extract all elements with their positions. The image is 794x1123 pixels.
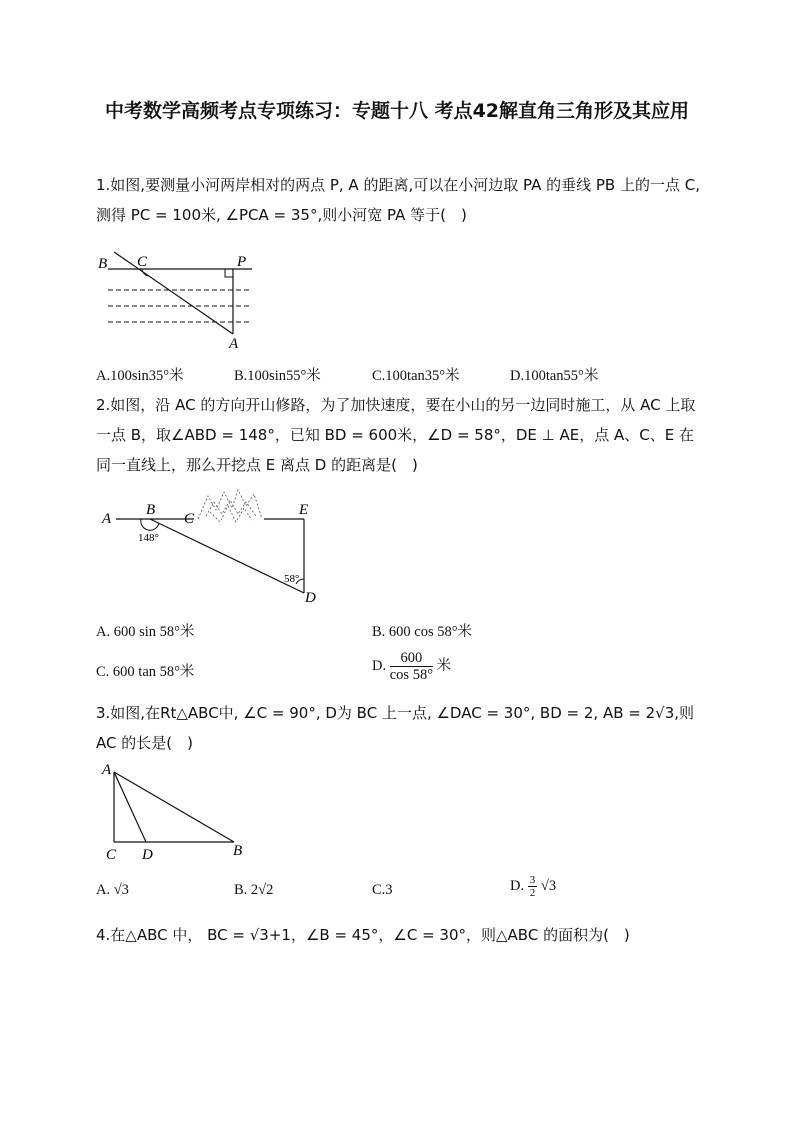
q3-option-d-numerator: 3: [529, 874, 536, 886]
q2-label-a: A: [102, 511, 112, 527]
q1-label-c: C: [137, 254, 148, 270]
q3-label-d: D: [142, 847, 153, 863]
question-2-text: 2.如图，沿 AC 的方向开山修路，为了加快速度，要在小山的另一边同时施工，从 AC 上取一点 B，取∠ABD = 148°，已知 BD = 600米，∠D = 58°，DE ⊥ AE，点 A、C、E 在同一直线上，那么开挖点 E 离点 D 的距离是( ): [96, 396, 696, 474]
q2-option-d-prefix: D.: [372, 657, 387, 674]
q3-option-d-suffix: √3: [540, 877, 557, 894]
q3-label-b: B: [233, 843, 243, 859]
q3-option-d-fraction: [528, 874, 538, 899]
question-4-text: 4.在△ABC 中， BC = √3+1，∠B = 45°，∠C = 30°，则△ABC 的面积为( ): [96, 926, 630, 944]
question-2-figure: [96, 486, 332, 608]
mountain-icon: [198, 490, 262, 522]
q2-option-d-denominator: cos 58°: [389, 667, 433, 683]
q1-label-a: A: [229, 336, 239, 352]
q2-option-d[interactable]: [372, 650, 451, 683]
q2-option-a[interactable]: A. 600 sin 58°米: [96, 624, 195, 640]
q3-option-d[interactable]: [510, 874, 556, 899]
q3-option-b[interactable]: B. 2√2: [234, 882, 274, 898]
q3-option-c[interactable]: C.3: [372, 882, 393, 898]
q1-option-b[interactable]: B.100sin55°米: [234, 368, 321, 384]
q2-option-d-numerator: 600: [390, 650, 433, 667]
q2-option-d-suffix: 米: [436, 657, 452, 674]
q2-label-d: D: [305, 590, 316, 606]
q2-option-d-fraction: [390, 650, 433, 683]
q1-option-a[interactable]: A.100sin35°米: [96, 368, 184, 384]
question-3-text: 3.如图,在Rt△ABC中, ∠C = 90°, D为 BC 上一点, ∠DAC = 30°, BD = 2, AB = 2√3,则 AC 的长是( ): [96, 704, 695, 752]
q1-label-b: B: [98, 256, 108, 272]
q1-label-p: P: [237, 254, 247, 270]
q2-angle-b: 148°: [138, 532, 159, 544]
q2-label-b: B: [146, 502, 156, 518]
question-3-figure: [96, 758, 256, 863]
q2-label-c: C: [184, 511, 195, 527]
question-1-figure: [92, 244, 267, 354]
q3-option-d-prefix: D.: [510, 877, 525, 894]
q1-option-d[interactable]: D.100tan55°米: [510, 368, 599, 384]
q1-option-c[interactable]: C.100tan35°米: [372, 368, 460, 384]
q2-label-e: E: [299, 502, 309, 518]
question-1-text: 1.如图,要测量小河两岸相对的两点 P, A 的距离,可以在小河边取 PA 的垂线 PB 上的一点 C,测得 PC = 100米, ∠PCA = 35°,则小河宽 PA 等于( ): [96, 176, 700, 224]
q2-option-c[interactable]: C. 600 tan 58°米: [96, 664, 195, 680]
q3-label-c: C: [106, 847, 117, 863]
page-title: 中考数学高频考点专项练习：专题十八 考点42解直角三角形及其应用: [104, 100, 690, 122]
q3-option-d-denominator: 2: [529, 887, 536, 899]
q3-label-a: A: [102, 762, 112, 778]
q3-option-a[interactable]: A. √3: [96, 882, 129, 898]
q2-option-b[interactable]: B. 600 cos 58°米: [372, 624, 473, 640]
q2-angle-d: 58°: [284, 573, 300, 585]
